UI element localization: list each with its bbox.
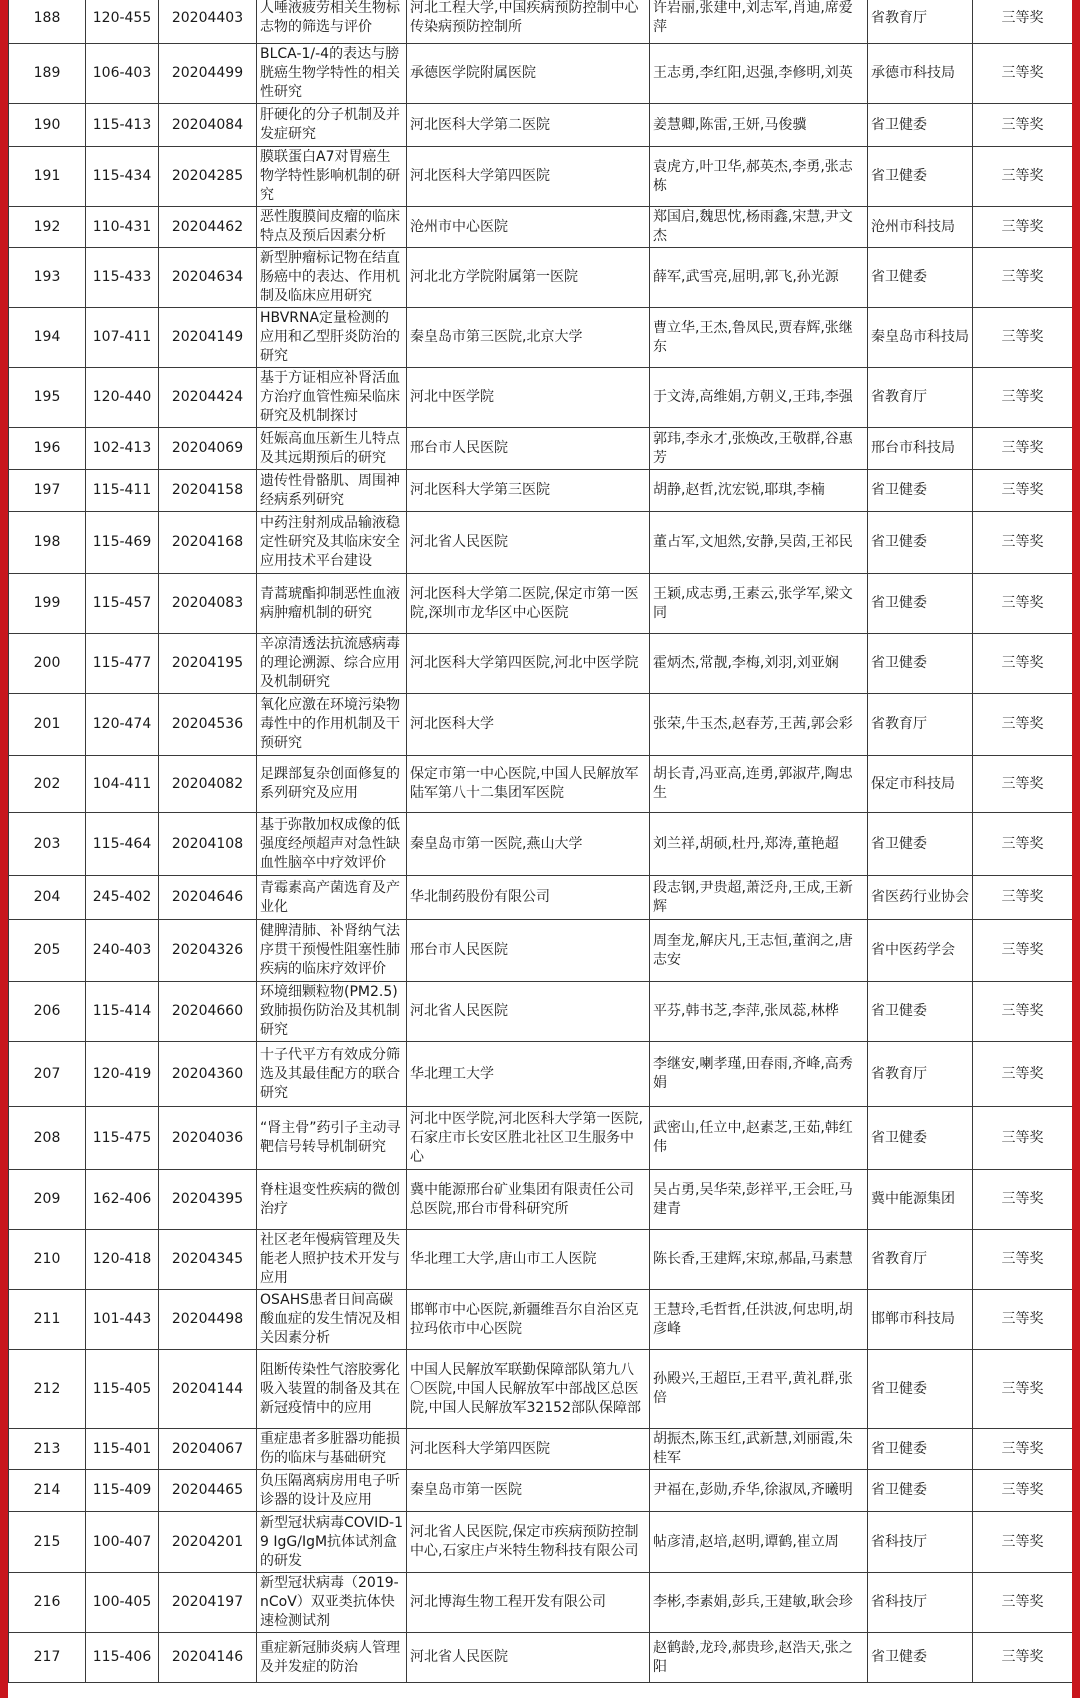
code-cell: 120-419 [86,1042,159,1107]
organization-cell: 华北理工大学 [407,1042,650,1107]
number-cell: 20204465 [159,1470,257,1512]
table-row [9,0,1073,44]
table-row [9,1573,1073,1633]
grade-cell: 三等奖 [973,574,1073,634]
title-cell: 肝硬化的分子机制及并发症研究 [257,104,407,147]
number-cell: 20204360 [159,1042,257,1107]
seq-cell: 197 [9,470,86,512]
seq-cell: 188 [9,0,86,44]
people-cell: 于文涛,高维娟,方朝义,王玮,李强 [650,368,868,428]
people-cell: 胡振杰,陈玉红,武新慧,刘丽霞,朱桂军 [650,1429,868,1470]
seq-cell: 200 [9,634,86,694]
number-cell: 20204195 [159,634,257,694]
number-cell: 20204285 [159,147,257,207]
grade-cell: 三等奖 [973,1470,1073,1512]
seq-cell: 192 [9,207,86,248]
title-cell: 基于方证相应补肾活血方治疗血管性痴呆临床研究及机制探讨 [257,368,407,428]
table-row [9,368,1073,428]
table-row [9,920,1073,982]
code-cell: 115-457 [86,574,159,634]
grade-cell: 三等奖 [973,104,1073,147]
people-cell: 霍炳杰,常靓,李梅,刘羽,刘亚娴 [650,634,868,694]
grade-cell: 三等奖 [973,207,1073,248]
code-cell: 162-406 [86,1170,159,1230]
table-row [9,1470,1073,1512]
organization-cell: 河北医科大学第三医院 [407,470,650,512]
title-cell: 十子代平方有效成分筛选及其最佳配方的联合研究 [257,1042,407,1107]
people-cell: 王慧玲,毛哲哲,任洪波,何忠明,胡彦峰 [650,1290,868,1350]
code-cell: 115-469 [86,512,159,574]
organization-cell: 秦皇岛市第三医院,北京大学 [407,308,650,368]
organization-cell: 邢台市人民医院 [407,428,650,470]
recommender-cell: 省科技厅 [868,1512,973,1573]
seq-cell: 191 [9,147,86,207]
number-cell: 20204326 [159,920,257,982]
code-cell: 240-403 [86,920,159,982]
code-cell: 120-474 [86,694,159,756]
seq-cell: 217 [9,1633,86,1683]
people-cell: 李彬,李素娟,彭兵,王建敏,耿会珍 [650,1573,868,1633]
number-cell: 20204084 [159,104,257,147]
people-cell: 胡静,赵哲,沈宏锐,耶琪,李楠 [650,470,868,512]
people-cell: 袁虎方,叶卫华,郝英杰,李勇,张志栋 [650,147,868,207]
organization-cell: 秦皇岛市第一医院,燕山大学 [407,813,650,876]
table-row [9,1633,1073,1683]
number-cell: 20204168 [159,512,257,574]
recommender-cell: 秦皇岛市科技局 [868,308,973,368]
code-cell: 115-411 [86,470,159,512]
title-cell: 妊娠高血压新生儿特点及其远期预后的研究 [257,428,407,470]
table-row [9,1290,1073,1350]
seq-cell: 207 [9,1042,86,1107]
recommender-cell: 省卫健委 [868,147,973,207]
code-cell: 115-477 [86,634,159,694]
organization-cell: 河北中医学院 [407,368,650,428]
recommender-cell: 邯郸市科技局 [868,1290,973,1350]
grade-cell: 三等奖 [973,1633,1073,1683]
table-row [9,1170,1073,1230]
seq-cell: 196 [9,428,86,470]
title-cell: 新型冠状病毒（2019-nCoV）双亚类抗体快速检测试剂 [257,1573,407,1633]
title-cell: 社区老年慢病管理及失能老人照护技术开发与应用 [257,1230,407,1290]
recommender-cell: 邢台市科技局 [868,428,973,470]
title-cell: HBVRNA定量检测的应用和乙型肝炎防治的研究 [257,308,407,368]
number-cell: 20204424 [159,368,257,428]
table-row [9,1429,1073,1470]
seq-cell: 205 [9,920,86,982]
title-cell: 足踝部复杂创面修复的系列研究及应用 [257,756,407,813]
title-cell: OSAHS患者日间高碳酸血症的发生情况及相关因素分析 [257,1290,407,1350]
grade-cell: 三等奖 [973,876,1073,920]
organization-cell: 承德医学院附属医院 [407,44,650,104]
grade-cell: 三等奖 [973,982,1073,1042]
table-row [9,104,1073,147]
code-cell: 120-455 [86,0,159,44]
grade-cell: 三等奖 [973,44,1073,104]
organization-cell: 邢台市人民医院 [407,920,650,982]
number-cell: 20204144 [159,1350,257,1429]
code-cell: 104-411 [86,756,159,813]
recommender-cell: 省教育厅 [868,1230,973,1290]
grade-cell: 三等奖 [973,512,1073,574]
recommender-cell: 省中医药学会 [868,920,973,982]
table-row [9,1107,1073,1170]
seq-cell: 208 [9,1107,86,1170]
title-cell: 遗传性骨骼肌、周围神经病系列研究 [257,470,407,512]
code-cell: 115-414 [86,982,159,1042]
seq-cell: 210 [9,1230,86,1290]
recommender-cell: 省卫健委 [868,574,973,634]
recommender-cell: 省卫健委 [868,1429,973,1470]
title-cell: 脊柱退变性疾病的微创治疗 [257,1170,407,1230]
grade-cell: 三等奖 [973,0,1073,44]
organization-cell: 邯郸市中心医院,新疆维吾尔自治区克拉玛依市中心医院 [407,1290,650,1350]
code-cell: 115-409 [86,1470,159,1512]
recommender-cell: 省卫健委 [868,634,973,694]
title-cell: 重症患者多脏器功能损伤的临床与基础研究 [257,1429,407,1470]
document-page [8,0,1072,1698]
grade-cell: 三等奖 [973,248,1073,308]
number-cell: 20204660 [159,982,257,1042]
organization-cell: 河北医科大学第四医院,河北中医学院 [407,634,650,694]
table-row [9,1350,1073,1429]
number-cell: 20204082 [159,756,257,813]
people-cell: 李继安,喇孝瑾,田春雨,齐峰,高秀娟 [650,1042,868,1107]
people-cell: 董占军,文旭然,安静,吴茵,王祁民 [650,512,868,574]
code-cell: 100-407 [86,1512,159,1573]
number-cell: 20204197 [159,1573,257,1633]
number-cell: 20204403 [159,0,257,44]
code-cell: 120-440 [86,368,159,428]
people-cell: 尹福在,彭勋,乔华,徐淑凤,齐曦明 [650,1470,868,1512]
code-cell: 115-413 [86,104,159,147]
seq-cell: 190 [9,104,86,147]
code-cell: 115-464 [86,813,159,876]
grade-cell: 三等奖 [973,428,1073,470]
people-cell: 吴占勇,吴华荣,彭祥平,王会旺,马建青 [650,1170,868,1230]
code-cell: 115-434 [86,147,159,207]
organization-cell: 河北中医学院,河北医科大学第一医院,石家庄市长安区胜北社区卫生服务中心 [407,1107,650,1170]
recommender-cell: 省卫健委 [868,512,973,574]
grade-cell: 三等奖 [973,1042,1073,1107]
seq-cell: 212 [9,1350,86,1429]
code-cell: 245-402 [86,876,159,920]
number-cell: 20204498 [159,1290,257,1350]
grade-cell: 三等奖 [973,813,1073,876]
organization-cell: 秦皇岛市第一医院 [407,1470,650,1512]
table-row [9,876,1073,920]
title-cell: 健脾清肺、补肾纳气法序贯干预慢性阻塞性肺疾病的临床疗效评价 [257,920,407,982]
title-cell: 重症新冠肺炎病人管理及并发症的防治 [257,1633,407,1683]
grade-cell: 三等奖 [973,1429,1073,1470]
table-row [9,308,1073,368]
table-row [9,574,1073,634]
number-cell: 20204646 [159,876,257,920]
people-cell: 胡长青,冯亚高,连勇,郭淑芹,陶忠生 [650,756,868,813]
table-row [9,694,1073,756]
grade-cell: 三等奖 [973,1512,1073,1573]
people-cell: 刘兰祥,胡硕,杜丹,郑涛,董艳超 [650,813,868,876]
number-cell: 20204108 [159,813,257,876]
grade-cell: 三等奖 [973,1230,1073,1290]
number-cell: 20204149 [159,308,257,368]
title-cell: 辛凉清透法抗流感病毒的理论溯源、综合应用及机制研究 [257,634,407,694]
grade-cell: 三等奖 [973,756,1073,813]
seq-cell: 209 [9,1170,86,1230]
seq-cell: 204 [9,876,86,920]
table-row [9,512,1073,574]
code-cell: 110-431 [86,207,159,248]
seq-cell: 203 [9,813,86,876]
organization-cell: 河北医科大学第二医院,保定市第一医院,深圳市龙华区中心医院 [407,574,650,634]
grade-cell: 三等奖 [973,470,1073,512]
seq-cell: 189 [9,44,86,104]
code-cell: 101-443 [86,1290,159,1350]
organization-cell: 河北省人民医院 [407,512,650,574]
recommender-cell: 承德市科技局 [868,44,973,104]
code-cell: 115-401 [86,1429,159,1470]
recommender-cell: 省教育厅 [868,694,973,756]
recommender-cell: 省教育厅 [868,368,973,428]
recommender-cell: 省卫健委 [868,982,973,1042]
award-table [8,0,1072,1683]
recommender-cell: 省卫健委 [868,1470,973,1512]
code-cell: 107-411 [86,308,159,368]
people-cell: 张荣,牛玉杰,赵春芳,王茜,郭会彩 [650,694,868,756]
code-cell: 100-405 [86,1573,159,1633]
people-cell: 郑国启,魏思忱,杨雨鑫,宋慧,尹文杰 [650,207,868,248]
recommender-cell: 省卫健委 [868,104,973,147]
recommender-cell: 保定市科技局 [868,756,973,813]
number-cell: 20204536 [159,694,257,756]
people-cell: 曹立华,王杰,鲁凤民,贾春辉,张继东 [650,308,868,368]
people-cell: 赵鹤龄,龙玲,郝贵珍,赵浩天,张之阳 [650,1633,868,1683]
code-cell: 115-475 [86,1107,159,1170]
organization-cell: 中国人民解放军联勤保障部队第九八〇医院,中国人民解放军中部战区总医院,中国人民解放军32152部队保障部 [407,1350,650,1429]
recommender-cell: 省卫健委 [868,1350,973,1429]
number-cell: 20204499 [159,44,257,104]
seq-cell: 198 [9,512,86,574]
number-cell: 20204462 [159,207,257,248]
table-row [9,207,1073,248]
number-cell: 20204083 [159,574,257,634]
table-row [9,982,1073,1042]
title-cell: 基于弥散加权成像的低强度经颅超声对急性缺血性脑卒中疗效评价 [257,813,407,876]
recommender-cell: 冀中能源集团 [868,1170,973,1230]
grade-cell: 三等奖 [973,1170,1073,1230]
grade-cell: 三等奖 [973,694,1073,756]
table-row [9,813,1073,876]
table-row [9,1512,1073,1573]
code-cell: 106-403 [86,44,159,104]
organization-cell: 河北医科大学第二医院 [407,104,650,147]
seq-cell: 211 [9,1290,86,1350]
title-cell: 新型肿瘤标记物在结直肠癌中的表达、作用机制及临床应用研究 [257,248,407,308]
number-cell: 20204158 [159,470,257,512]
title-cell: BLCA-1/-4的表达与膀胱癌生物学特性的相关性研究 [257,44,407,104]
table-row [9,248,1073,308]
recommender-cell: 省卫健委 [868,813,973,876]
people-cell: 王颖,成志勇,王素云,张学军,梁文同 [650,574,868,634]
organization-cell: 河北省人民医院,保定市疾病预防控制中心,石家庄卢米特生物科技有限公司 [407,1512,650,1573]
code-cell: 120-418 [86,1230,159,1290]
title-cell: 阻断传染性气溶胶雾化吸入装置的制备及其在新冠疫情中的应用 [257,1350,407,1429]
seq-cell: 215 [9,1512,86,1573]
organization-cell: 保定市第一中心医院,中国人民解放军陆军第八十二集团军医院 [407,756,650,813]
organization-cell: 华北制药股份有限公司 [407,876,650,920]
number-cell: 20204634 [159,248,257,308]
organization-cell: 河北工程大学,中国疾病预防控制中心传染病预防控制所 [407,0,650,44]
grade-cell: 三等奖 [973,368,1073,428]
people-cell: 孙殿兴,王超臣,王君平,黄礼群,张倍 [650,1350,868,1429]
grade-cell: 三等奖 [973,1573,1073,1633]
people-cell: 帖彦清,赵培,赵明,谭鹤,崔立周 [650,1512,868,1573]
organization-cell: 华北理工大学,唐山市工人医院 [407,1230,650,1290]
title-cell: 青霉素高产菌选育及产业化 [257,876,407,920]
title-cell: 中药注射剂成品输液稳定性研究及其临床安全应用技术平台建设 [257,512,407,574]
organization-cell: 沧州市中心医院 [407,207,650,248]
seq-cell: 193 [9,248,86,308]
title-cell: 新型冠状病毒COVID-19 IgG/IgM抗体试剂盒的研发 [257,1512,407,1573]
grade-cell: 三等奖 [973,1350,1073,1429]
seq-cell: 199 [9,574,86,634]
organization-cell: 河北北方学院附属第一医院 [407,248,650,308]
title-cell: “肾主骨”药引子主动寻靶信号转导机制研究 [257,1107,407,1170]
recommender-cell: 省医药行业协会 [868,876,973,920]
seq-cell: 216 [9,1573,86,1633]
grade-cell: 三等奖 [973,634,1073,694]
table-row [9,634,1073,694]
number-cell: 20204395 [159,1170,257,1230]
recommender-cell: 省科技厅 [868,1573,973,1633]
seq-cell: 202 [9,756,86,813]
seq-cell: 194 [9,308,86,368]
people-cell: 武密山,任立中,赵素芝,王茹,韩红伟 [650,1107,868,1170]
code-cell: 115-433 [86,248,159,308]
seq-cell: 195 [9,368,86,428]
code-cell: 102-413 [86,428,159,470]
grade-cell: 三等奖 [973,147,1073,207]
seq-cell: 213 [9,1429,86,1470]
table-row [9,147,1073,207]
code-cell: 115-405 [86,1350,159,1429]
people-cell: 郭玮,李永才,张焕改,王敬群,谷惠芳 [650,428,868,470]
title-cell: 人唾液疲劳相关生物标志物的筛选与评价 [257,0,407,44]
table-row [9,428,1073,470]
people-cell: 陈长香,王建辉,宋琼,郝晶,马素慧 [650,1230,868,1290]
grade-cell: 三等奖 [973,1107,1073,1170]
grade-cell: 三等奖 [973,1290,1073,1350]
number-cell: 20204146 [159,1633,257,1683]
number-cell: 20204036 [159,1107,257,1170]
organization-cell: 河北医科大学 [407,694,650,756]
title-cell: 环境细颗粒物(PM2.5)致肺损伤防治及其机制研究 [257,982,407,1042]
recommender-cell: 沧州市科技局 [868,207,973,248]
code-cell: 115-406 [86,1633,159,1683]
people-cell: 王志勇,李红阳,迟强,李修明,刘英 [650,44,868,104]
grade-cell: 三等奖 [973,920,1073,982]
number-cell: 20204069 [159,428,257,470]
recommender-cell: 省教育厅 [868,1042,973,1107]
grade-cell: 三等奖 [973,308,1073,368]
recommender-cell: 省卫健委 [868,1107,973,1170]
organization-cell: 河北省人民医院 [407,1633,650,1683]
people-cell: 平芬,韩书芝,李萍,张凤蕊,林桦 [650,982,868,1042]
title-cell: 氧化应激在环境污染物毒性中的作用机制及干预研究 [257,694,407,756]
table-row [9,44,1073,104]
people-cell: 段志钢,尹贵超,萧泛舟,王成,王新辉 [650,876,868,920]
recommender-cell: 省教育厅 [868,0,973,44]
title-cell: 负压隔离病房用电子听诊器的设计及应用 [257,1470,407,1512]
title-cell: 青蒿琥酯抑制恶性血液病肿瘤机制的研究 [257,574,407,634]
organization-cell: 河北博海生物工程开发有限公司 [407,1573,650,1633]
number-cell: 20204201 [159,1512,257,1573]
title-cell: 膜联蛋白A7对胃癌生物学特性影响机制的研究 [257,147,407,207]
organization-cell: 河北省人民医院 [407,982,650,1042]
organization-cell: 河北医科大学第四医院 [407,147,650,207]
table-row [9,1230,1073,1290]
people-cell: 周奎龙,解庆凡,王志恒,董润之,唐志安 [650,920,868,982]
award-table-body [9,0,1073,1683]
organization-cell: 冀中能源邢台矿业集团有限责任公司总医院,邢台市骨科研究所 [407,1170,650,1230]
seq-cell: 206 [9,982,86,1042]
people-cell: 姜慧卿,陈雷,王妍,马俊骥 [650,104,868,147]
number-cell: 20204345 [159,1230,257,1290]
table-row [9,756,1073,813]
table-row [9,1042,1073,1107]
recommender-cell: 省卫健委 [868,248,973,308]
recommender-cell: 省卫健委 [868,470,973,512]
recommender-cell: 省卫健委 [868,1633,973,1683]
number-cell: 20204067 [159,1429,257,1470]
seq-cell: 214 [9,1470,86,1512]
table-row [9,470,1073,512]
title-cell: 恶性腹膜间皮瘤的临床特点及预后因素分析 [257,207,407,248]
people-cell: 许岩丽,张建中,刘志军,肖迪,席爱萍 [650,0,868,44]
people-cell: 薛军,武雪亮,屈明,郭飞,孙光源 [650,248,868,308]
seq-cell: 201 [9,694,86,756]
organization-cell: 河北医科大学第四医院 [407,1429,650,1470]
